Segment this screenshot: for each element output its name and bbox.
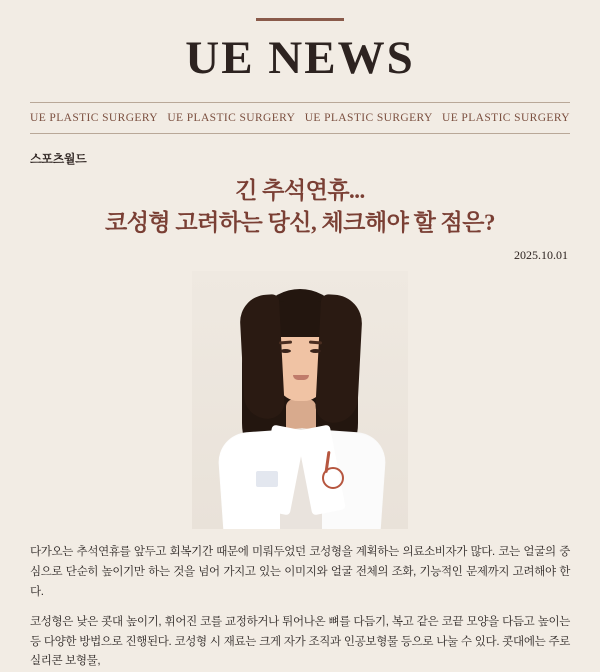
body-paragraph-2: 코성형은 낮은 콧대 높이기, 휘어진 코를 교정하거나 튀어나온 뼈를 다듬기, 복고 같은 코끝 모양을 다듬고 높이는 등 다양한 방법으로 진행된다. 코성형 시 재료는 크게 자가 조직과 인공보형물 등으로 나눌 수 있다. 콧대에는 주로 실리콘 보형물,: [30, 615, 570, 668]
masthead-nav: [30, 103, 570, 133]
body-paragraph-1: 다가오는 추석연휴를 앞두고 회복기간 때문에 미뤄두었던 코성형을 계획하는 의료소비자가 많다. 코는 얼굴의 중심으로 단순히 높이기만 하는 것을 넘어 가지고 있는 이미지와 얼굴 전체의 조화, 기능적인 문제까지 고려해야 한다.: [30, 546, 570, 598]
nav-item-4[interactable]: UE PLASTIC SURGERY: [442, 112, 570, 124]
article-photo: [192, 271, 408, 529]
page-title: [30, 175, 570, 238]
section-label: 스포츠월드: [30, 152, 87, 166]
portrait-hair-left: [239, 295, 285, 421]
brand-title: UE NEWS: [185, 32, 415, 84]
headline-line-1: 긴 추석연휴...: [235, 178, 365, 203]
masthead-divider-bottom: [30, 133, 570, 134]
nav-item-1[interactable]: UE PLASTIC SURGERY: [30, 112, 158, 124]
nav-item-2[interactable]: UE PLASTIC SURGERY: [167, 112, 296, 124]
brand-top-rule: [256, 18, 344, 21]
portrait-name-badge: [256, 471, 278, 487]
headline-line-2: 코성형 고려하는 당신, 체크해야 할 점은?: [105, 209, 495, 235]
masthead: [0, 0, 600, 134]
nav-item-3[interactable]: UE PLASTIC SURGERY: [304, 112, 433, 124]
portrait-hair-right: [315, 294, 364, 424]
publish-date: 2025.10.01: [514, 248, 568, 263]
article-body: [30, 543, 570, 672]
